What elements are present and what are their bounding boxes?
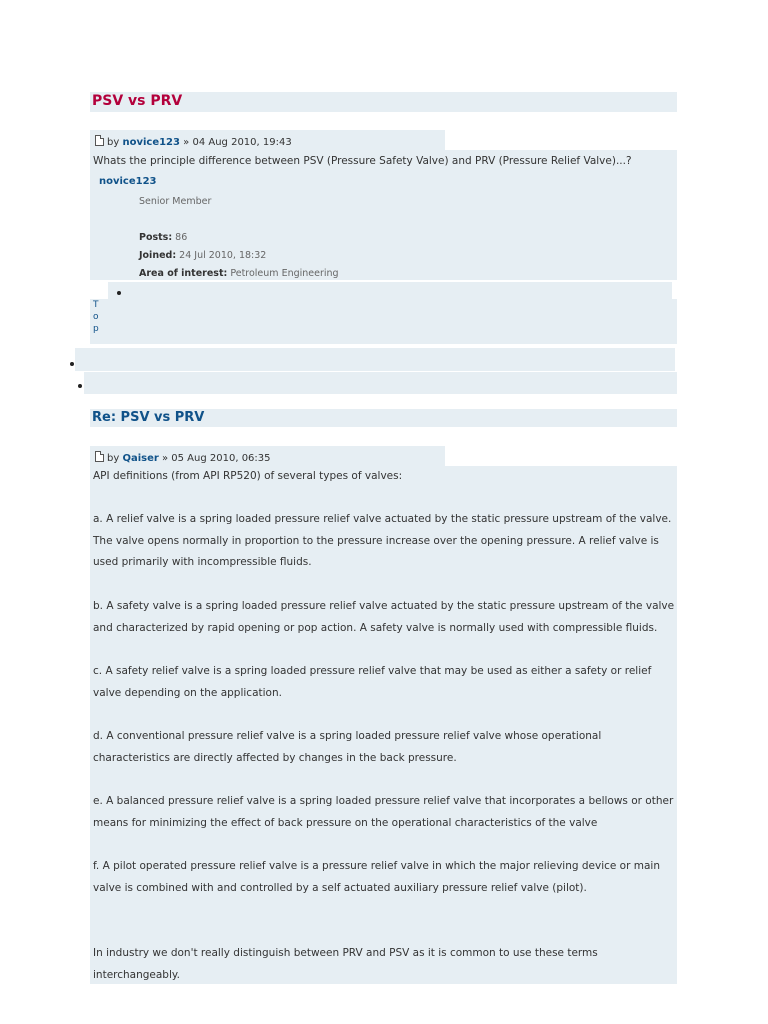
post2-author-link[interactable]: Qaiser xyxy=(122,453,159,464)
back-to-top-link[interactable] xyxy=(93,299,99,335)
profile-posts xyxy=(139,232,187,243)
list-bullet xyxy=(117,291,121,295)
top-letter: p xyxy=(93,324,99,334)
post1-date: » 04 Aug 2010, 19:43 xyxy=(183,137,292,148)
post1-title-link[interactable]: PSV vs PRV xyxy=(92,93,183,109)
post2-paragraph: c. A safety relief valve is a spring loaded pressure relief valve that may be used as either a safety or relief valve depending on the application. xyxy=(93,665,652,699)
separator-bar xyxy=(84,372,677,394)
post2-paragraph: d. A conventional pressure relief valve is a spring loaded pressure relief valve whose operational characteristics are directly affected by changes in the back pressure. xyxy=(93,730,602,764)
separator-bar xyxy=(75,348,675,371)
post1-by: by xyxy=(107,137,120,148)
profile-username-link[interactable]: novice123 xyxy=(99,176,157,187)
post1-author-link[interactable]: novice123 xyxy=(122,137,180,148)
post1-top-bar xyxy=(90,299,677,344)
post2-paragraph: API definitions (from API RP520) of several types of valves: xyxy=(93,470,403,482)
profile-joined-label: Joined: xyxy=(139,250,177,261)
post2-meta xyxy=(95,451,271,464)
profile-posts-label: Posts: xyxy=(139,232,173,243)
post1-body: Whats the principle difference between PSV (Pressure Safety Valve) and PRV (Pressure Relief Valve)...? xyxy=(93,155,632,167)
profile-posts-value: 86 xyxy=(175,232,188,243)
post2-paragraph: f. A pilot operated pressure relief valve is a pressure relief valve in which the major relieving device or main valve is combined with and controlled by a self actuated auxiliary pressure relief valve (pilot). xyxy=(93,860,660,894)
list-bullet xyxy=(78,384,82,388)
post-icon[interactable] xyxy=(95,135,104,146)
top-letter: o xyxy=(93,312,99,322)
post2-paragraph: e. A balanced pressure relief valve is a spring loaded pressure relief valve that incorporates a bellows or other means for minimizing the effect of back pressure on the operational characteristics of the valve xyxy=(93,795,674,829)
post2-title-link[interactable]: Re: PSV vs PRV xyxy=(92,410,205,425)
profile-rank: Senior Member xyxy=(139,196,212,207)
profile-interest-value: Petroleum Engineering xyxy=(230,268,339,279)
post1-bullet-bar xyxy=(108,282,672,299)
profile-joined xyxy=(139,250,266,261)
profile-joined-value: 24 Jul 2010, 18:32 xyxy=(179,250,267,261)
profile-interest xyxy=(139,268,339,279)
profile-interest-label: Area of interest: xyxy=(139,268,228,279)
top-letter: T xyxy=(93,300,99,310)
list-bullet xyxy=(70,362,74,366)
post1-meta xyxy=(95,135,292,148)
post2-by: by xyxy=(107,453,120,464)
post2-paragraph: In industry we don't really distinguish between PRV and PSV as it is common to use these terms interchangeably. xyxy=(93,947,598,981)
post2-date: » 05 Aug 2010, 06:35 xyxy=(161,453,271,464)
post-icon[interactable] xyxy=(95,451,104,462)
post2-paragraph: a. A relief valve is a spring loaded pressure relief valve actuated by the static pressure upstream of the valve. The valve opens normally in proportion to the pressure increase over the opening pressure. A relief valve is used primarily with incompressible fluids. xyxy=(93,513,672,568)
post2-paragraph: b. A safety valve is a spring loaded pressure relief valve actuated by the static pressure upstream of the valve and characterized by rapid opening or pop action. A safety valve is normally used with compressible fluids. xyxy=(93,600,675,634)
